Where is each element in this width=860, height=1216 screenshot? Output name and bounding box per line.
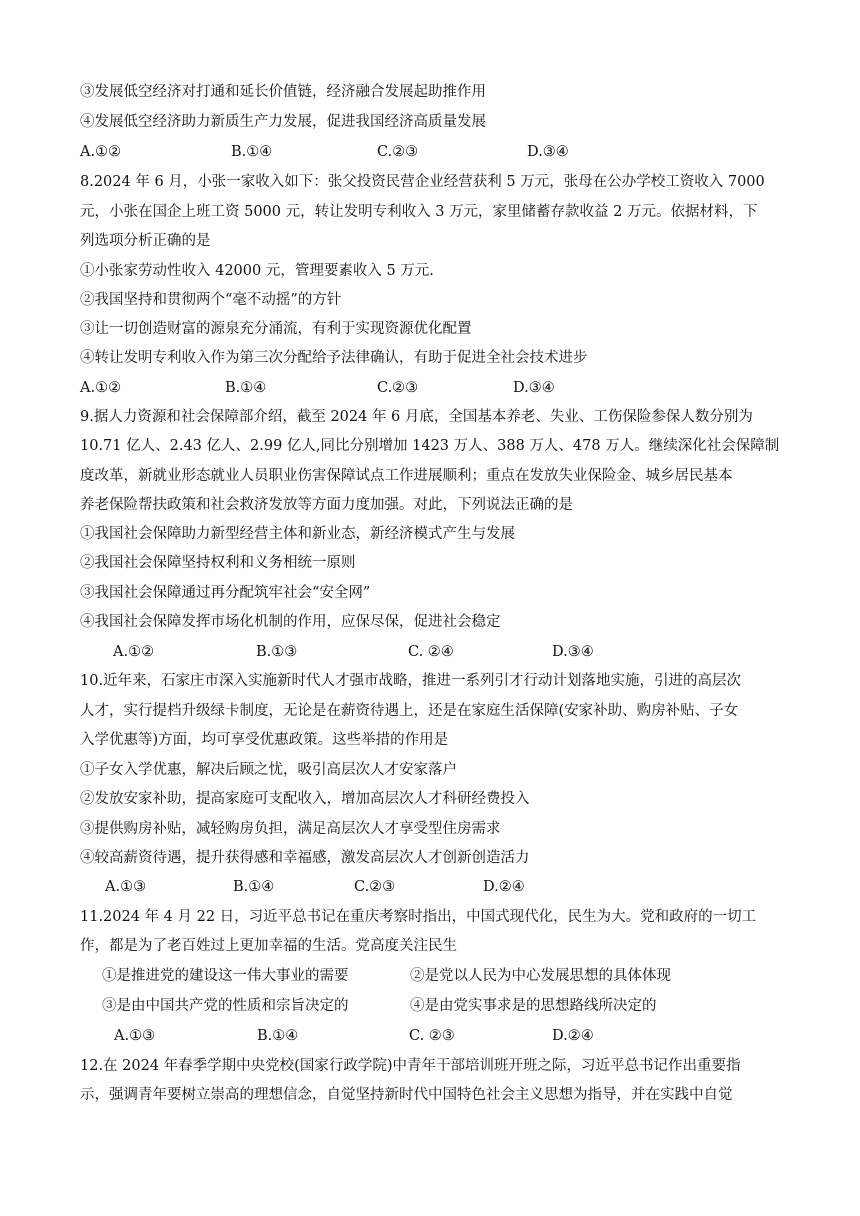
q9-stem-line-4: 养老保险帮扶政策和社会救济发放等方面力度加强。对此，下列说法正确的是 [80,497,573,513]
q10-stem-line-2: 人才，实行提档升级绿卡制度，无论是在薪资待遇上，还是在家庭生活保障(安家补助、购房补贴、子女 [80,703,739,719]
q8-option-d: D.③④ [513,380,555,396]
q8-stem-line-3: 列选项分析正确的是 [80,233,211,249]
q8-statement-1: ①小张家劳动性收入 42000 元，管理要素收入 5 万元. [80,263,434,279]
q11-statements-row-1 [80,966,780,986]
q7-option-a: A.①② [80,144,122,160]
q7-option-b: B.①④ [231,144,273,160]
q11-stem-line-2: 作，都是为了老百姓过上更加幸福的生活。党高度关注民生 [80,938,457,954]
q9-option-c: C. ②④ [408,644,454,660]
q9-stem-line-1: 9.据人力资源和社会保障部介绍，截至 2024 年 6 月底，全国基本养老、失业、工伤保险参保人数分别为 [80,409,753,425]
q9-statement-4: ④我国社会保障发挥市场化机制的作用，应保尽保，促进社会稳定 [80,614,501,630]
q11-option-b: B.①④ [257,1028,299,1044]
q12-stem-line-2: 示，强调青年要树立崇高的理想信念，自觉坚持新时代中国特色社会主义思想为指导，并在实践中自觉 [80,1087,733,1103]
q10-statement-4: ④较高薪资待遇，提升获得感和幸福感，激发高层次人才创新创造活力 [80,850,530,866]
q9-option-b: B.①③ [256,644,298,660]
q8-option-a: A.①② [80,380,122,396]
q8-stem-line-1: 8.2024 年 6 月，小张一家收入如下：张父投资民营企业经营获利 5 万元，张母在公办学校工资收入 7000 [80,174,765,190]
q10-statement-2: ②发放安家补助，提高家庭可支配收入，增加高层次人才科研经费投入 [80,791,530,807]
q12-stem-line-1: 12.在 2024 年春季学期中央党校(国家行政学院)中青年干部培训班开班之际，习近平总书记作出重要指 [80,1058,741,1074]
q8-stem-line-2: 元，小张在国企上班工资 5000 元，转让发明专利收入 3 万元，家里储蓄存款收益 2 万元。依据材料，下 [80,204,758,220]
q10-option-a: A.①③ [105,879,147,895]
q7-option-d: D.③④ [527,144,569,160]
q11-option-d: D.②④ [552,1028,594,1044]
q8-option-c: C.②③ [377,380,419,396]
q9-option-d: D.③④ [552,644,594,660]
q7-option-c: C.②③ [377,144,419,160]
q10-option-c: C.②③ [354,879,396,895]
q8-statement-4: ④转让发明专利收入作为第三次分配给予法律确认，有助于促进全社会技术进步 [80,350,588,366]
q9-statement-2: ②我国社会保障坚持权利和义务相统一原则 [80,555,356,571]
q10-option-d: D.②④ [483,879,525,895]
q10-stem-line-1: 10.近年来，石家庄市深入实施新时代人才强市战略，推进一系列引才行动计划落地实施，引进的高层次 [80,673,742,689]
q8-options [80,378,780,398]
q7-options [80,142,780,162]
q11-options [80,1026,780,1046]
q10-statement-3: ③提供购房补贴，减轻购房负担，满足高层次人才享受型住房需求 [80,821,501,837]
q9-stem-line-3: 度改革，新就业形态就业人员职业伤害保障试点工作进展顺利；重点在发放失业保险金、城乡居民基本 [80,468,733,484]
q11-option-a: A.①③ [114,1028,156,1044]
q11-statement-2: ②是党以人民为中心发展思想的具体体现 [410,968,671,984]
q9-option-a: A.①② [113,644,155,660]
q7-statement-4: ④发展低空经济助力新质生产力发展，促进我国经济高质量发展 [80,114,486,130]
q8-statement-3: ③让一切创造财富的源泉充分涌流，有利于实现资源优化配置 [80,321,472,337]
q10-option-b: B.①④ [233,879,275,895]
q11-statement-3: ③是由中国共产党的性质和宗旨决定的 [102,998,349,1014]
q11-statement-4: ④是由党实事求是的思想路线所决定的 [410,998,657,1014]
q8-statement-2: ②我国坚持和贯彻两个“毫不动摇”的方针 [80,292,342,308]
q11-statement-1: ①是推进党的建设这一伟大事业的需要 [102,968,349,984]
q11-stem-line-1: 11.2024 年 4 月 22 日，习近平总书记在重庆考察时指出，中国式现代化，民生为大。党和政府的一切工 [80,909,757,925]
q7-statement-3: ③发展低空经济对打通和延长价值链，经济融合发展起助推作用 [80,84,486,100]
q9-options [80,642,780,662]
q9-statement-3: ③我国社会保障通过再分配筑牢社会“安全网” [80,585,371,601]
q10-stem-line-3: 入学优惠等)方面，均可享受优惠政策。这些举措的作用是 [80,732,449,748]
q10-options [80,877,780,897]
q11-option-c: C. ②③ [409,1028,455,1044]
q9-statement-1: ①我国社会保障助力新型经营主体和新业态，新经济模式产生与发展 [80,526,515,542]
q11-statements-row-2 [80,996,780,1016]
q10-statement-1: ①子女入学优惠，解决后顾之忧，吸引高层次人才安家落户 [80,762,457,778]
q8-option-b: B.①④ [225,380,267,396]
q9-stem-line-2: 10.71 亿人、2.43 亿人、2.99 亿人,同比分别增加 1423 万人、388 万人、478 万人。继续深化社会保障制 [80,438,780,454]
